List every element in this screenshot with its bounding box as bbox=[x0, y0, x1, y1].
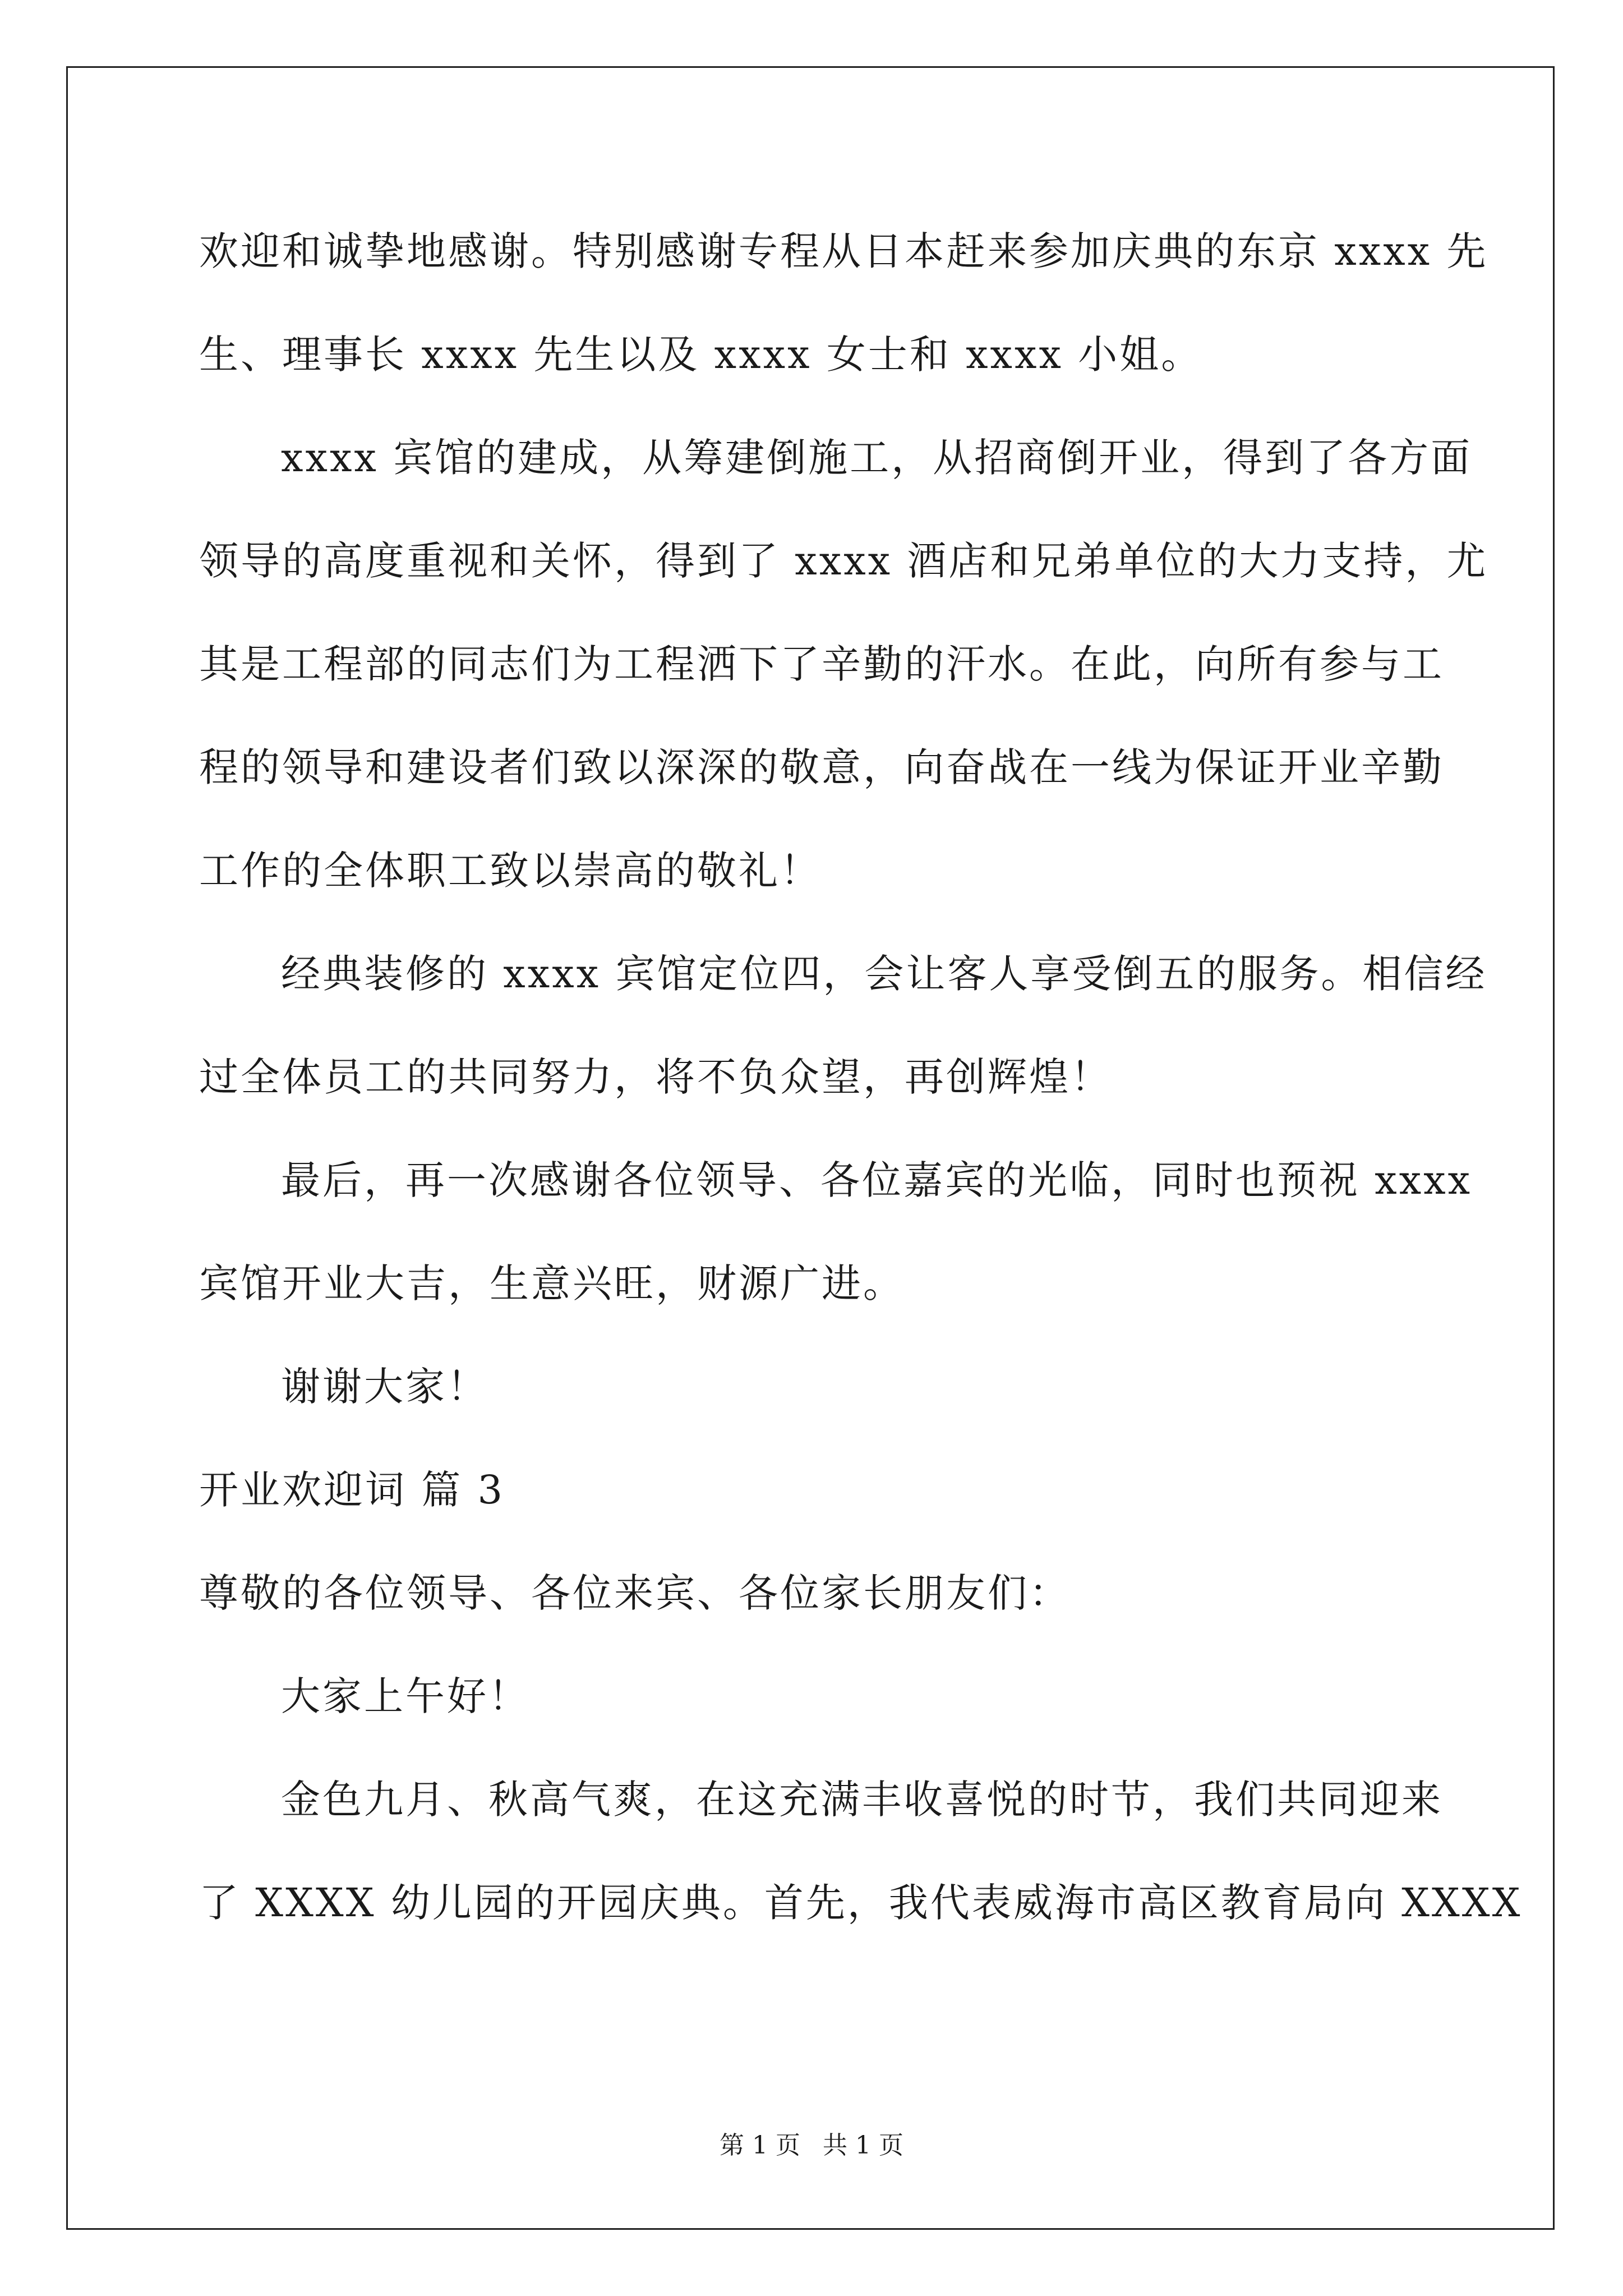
body-line: 程的领导和建设者们致以深深的敬意，向奋战在一线为保证开业辛勤 bbox=[199, 744, 1444, 790]
closing-line: 谢谢大家！ bbox=[281, 1364, 488, 1410]
body-line: 领导的高度重视和关怀，得到了 xxxx 酒店和兄弟单位的大力支持，尤 bbox=[199, 538, 1488, 584]
section-heading: 开业欢迎词 篇 3 bbox=[199, 1467, 505, 1513]
page-footer bbox=[0, 2130, 1623, 2161]
body-line: 了 XXXX 幼儿园的开园庆典。首先，我代表威海市高区教育局向 XXXX bbox=[199, 1880, 1523, 1926]
body-line: 欢迎和诚挚地感谢。特别感谢专程从日本赶来参加庆典的东京 xxxx 先 bbox=[199, 228, 1488, 274]
body-line: 宾馆开业大吉，生意兴旺，财源广进。 bbox=[199, 1260, 905, 1306]
page-number: 第 1 页 bbox=[720, 2131, 800, 2160]
paragraph-start-line: xxxx 宾馆的建成，从筹建倒施工，从招商倒开业，得到了各方面 bbox=[281, 435, 1473, 481]
body-line: 工作的全体职工致以崇高的敬礼！ bbox=[199, 848, 822, 894]
total-pages: 共 1 页 bbox=[823, 2131, 903, 2160]
paragraph-start-line: 金色九月、秋高气爽，在这充满丰收喜悦的时节，我们共同迎来 bbox=[281, 1777, 1443, 1823]
body-line: 过全体员工的共同努力，将不负众望，再创辉煌！ bbox=[199, 1054, 1112, 1100]
greeting-line: 大家上午好！ bbox=[281, 1673, 530, 1719]
body-line: 其是工程部的同志们为工程洒下了辛勤的汗水。在此，向所有参与工 bbox=[199, 641, 1444, 687]
salutation-line: 尊敬的各位领导、各位来宾、各位家长朋友们： bbox=[199, 1570, 1071, 1616]
paragraph-start-line: 经典装修的 xxxx 宾馆定位四，会让客人享受倒五的服务。相信经 bbox=[281, 951, 1487, 997]
paragraph-start-line: 最后，再一次感谢各位领导、各位嘉宾的光临，同时也预祝 xxxx bbox=[281, 1157, 1473, 1203]
body-line: 生、理事长 xxxx 先生以及 xxxx 女士和 xxxx 小姐。 bbox=[199, 332, 1203, 378]
